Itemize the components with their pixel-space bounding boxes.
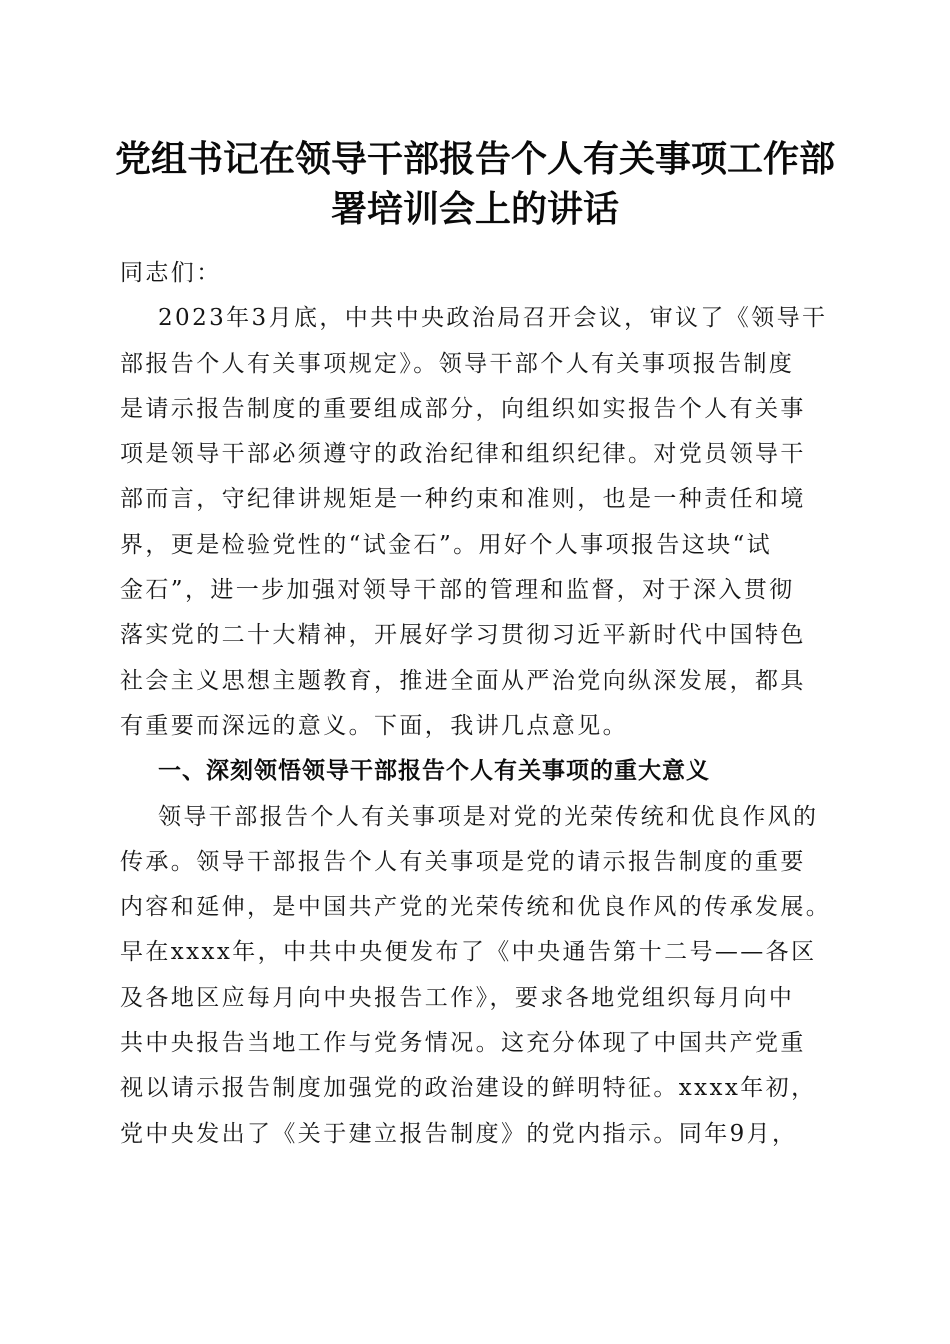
salutation: 同志们： [120, 260, 222, 286]
paragraph-1-line-4: 项是领导干部必须遵守的政治纪律和组织纪律。对党员领导干 [120, 441, 806, 468]
paragraph-2-line-5: 及各地区应每月向中央报告工作》，要求各地党组织每月向中 [120, 984, 795, 1011]
paragraph-2-line-6: 共中央报告当地工作与党务情况。这充分体现了中国共产党重 [120, 1030, 806, 1057]
section-heading-1: 一、深刻领悟领导干部报告个人有关事项的重大意义 [158, 758, 710, 785]
paragraph-2-line-3: 内容和延伸，是中国共产党的光荣传统和优良作风的传承发展。 [120, 894, 832, 921]
document-body [120, 251, 840, 1157]
paragraph-2-line-8: 党中央发出了《关于建立报告制度》的党内指示。同年9月， [120, 1120, 798, 1147]
paragraph-1-line-5: 部而言，守纪律讲规矩是一种约束和准则，也是一种责任和境 [120, 486, 806, 513]
paragraph-1-line-2: 部报告个人有关事项规定》。领导干部个人有关事项报告制度 [120, 350, 795, 377]
paragraph-1-line-10: 有重要而深远的意义。下面，我讲几点意见。 [120, 712, 628, 739]
paragraph-2-line-1: 领导干部报告个人有关事项是对党的光荣传统和优良作风的 [158, 803, 819, 830]
paragraph-1-line-3: 是请示报告制度的重要组成部分，向组织如实报告个人有关事 [120, 395, 806, 422]
paragraph-2-line-4: 早在xxxx年，中共中央便发布了《中央通告第十二号——各区 [120, 939, 817, 966]
paragraph-1-line-1: 2023年3月底，中共中央政治局召开会议，审议了《领导干 [158, 305, 828, 332]
paragraph-2-line-7: 视以请示报告制度加强党的政治建设的鲜明特征。xxxx年初， [120, 1075, 817, 1102]
paragraph-1-line-7: 金石”，进一步加强对领导干部的管理和监督，对于深入贯彻 [120, 577, 795, 604]
document-title-line-2: 署培训会上的讲话 [330, 188, 619, 230]
paragraph-1-line-6: 界，更是检验党性的“试金石”。用好个人事项报告这块“试 [120, 531, 773, 558]
paragraph-1-line-9: 社会主义思想主题教育，推进全面从严治党向纵深发展，都具 [120, 667, 806, 694]
document-title-line-1: 党组书记在领导干部报告个人有关事项工作部 [114, 138, 835, 180]
paragraph-1-line-8: 落实党的二十大精神，开展好学习贯彻习近平新时代中国特色 [120, 622, 806, 649]
paragraph-2-line-2: 传承。领导干部报告个人有关事项是党的请示报告制度的重要 [120, 848, 806, 875]
